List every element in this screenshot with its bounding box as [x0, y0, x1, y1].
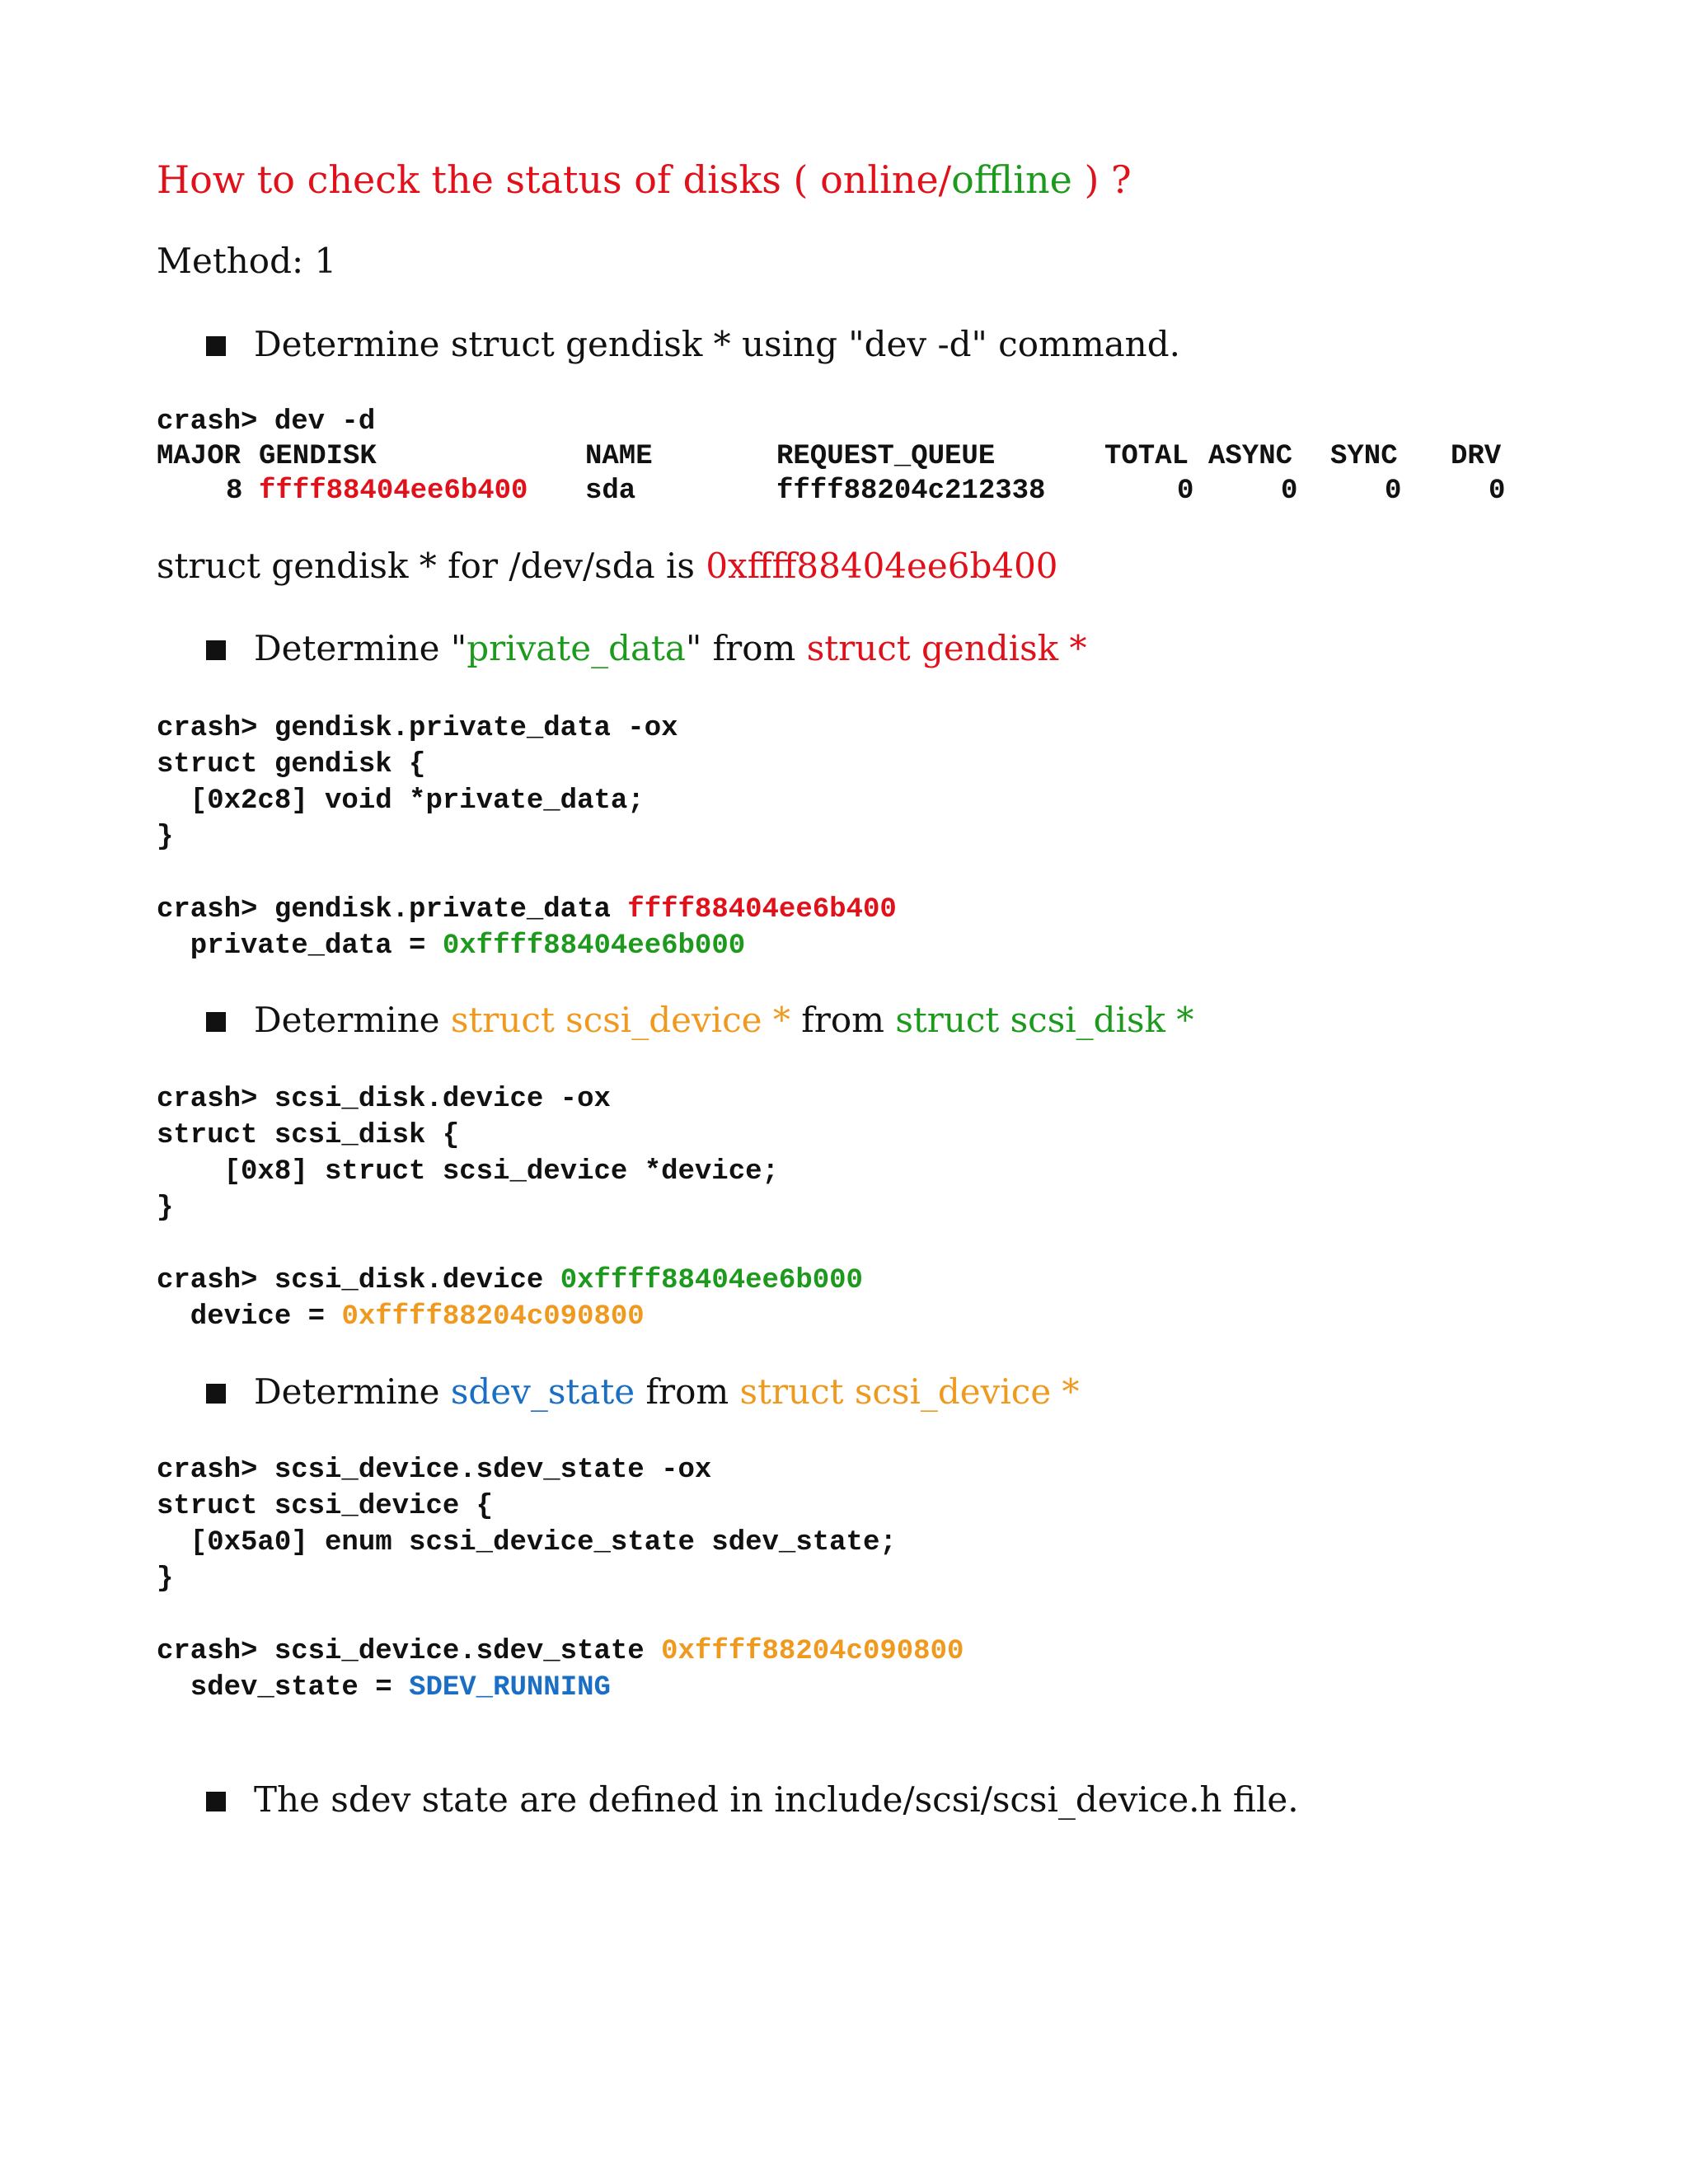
code-line: struct scsi_device { [157, 1491, 494, 1522]
code-line: } [157, 1193, 174, 1224]
header-request-queue: REQUEST_QUEUE [776, 441, 996, 472]
bullet-text-4 [254, 1371, 1080, 1412]
gendisk-sentence-addr: 0xffff88404ee6b400 [706, 546, 1058, 586]
cell-major: 8 [226, 476, 243, 507]
header-name: NAME [585, 441, 653, 472]
code-line: crash> gendisk.private_data -ox [157, 713, 678, 744]
header-sync: SYNC [1330, 441, 1398, 472]
title-text: How to check the status of disks ( online/ [157, 157, 952, 202]
header-total: TOTAL [1104, 441, 1189, 472]
bullet4-field: sdev_state [450, 1371, 635, 1412]
code-line: [0x5a0] enum scsi_device_state sdev_state; [157, 1527, 897, 1558]
cmd-addr: 0xffff88204c090800 [661, 1636, 964, 1667]
header-major: MAJOR [157, 441, 241, 472]
code-line-device-cmd [157, 1263, 863, 1299]
cell-sync: 0 [1385, 476, 1402, 507]
bullet-text-1: Determine struct gendisk * using "dev -d" command. [254, 324, 1180, 364]
gendisk-sentence [157, 546, 1058, 586]
bullet3-pre: Determine [254, 1000, 451, 1040]
code-line: crash> scsi_disk.device -ox [157, 1084, 611, 1115]
cmd-addr: ffff88404ee6b400 [627, 894, 897, 926]
code-line-dev-cmd: crash> dev -d [157, 406, 376, 438]
bullet4-struct: struct scsi_device * [739, 1371, 1080, 1412]
title-end: ) ? [1071, 157, 1132, 202]
code-line-private-data-result [157, 928, 745, 964]
code-line: crash> scsi_device.sdev_state -ox [157, 1455, 712, 1486]
result-addr: 0xffff88204c090800 [341, 1301, 645, 1333]
cell-gendisk: ffff88404ee6b400 [259, 476, 528, 507]
cell-name: sda [585, 476, 636, 507]
bullet3-mid: from [790, 1000, 896, 1040]
bullet-square-icon [206, 1384, 226, 1404]
code-line: [0x2c8] void *private_data; [157, 785, 645, 817]
bullet-square-icon [206, 1012, 226, 1032]
code-line: [0x8] struct scsi_device *device; [157, 1156, 779, 1188]
bullet-text-2 [254, 628, 1087, 668]
cmd-text: crash> scsi_device.sdev_state [157, 1636, 662, 1667]
code-line: } [157, 1563, 174, 1595]
bullet3-target: struct scsi_device * [450, 1000, 790, 1040]
bullet4-mid: from [635, 1371, 740, 1412]
code-line: struct scsi_disk { [157, 1120, 460, 1151]
cell-total: 0 [1177, 476, 1194, 507]
result-text: private_data = [157, 930, 443, 962]
bullet3-source: struct scsi_disk * [895, 1000, 1194, 1040]
dev-table-header [157, 438, 1558, 475]
cell-drv: 0 [1489, 476, 1506, 507]
code-line-sdev-state-result [157, 1670, 611, 1706]
code-line-private-data-cmd [157, 892, 897, 928]
bullet2-mid: " from [685, 628, 807, 668]
header-gendisk: GENDISK [259, 441, 377, 472]
result-text: device = [157, 1301, 342, 1333]
cell-request-queue: ffff88204c212338 [776, 476, 1046, 507]
bullet-text-3 [254, 1000, 1194, 1040]
bullet-text-5: The sdev state are defined in include/scsi/scsi_device.h file. [254, 1779, 1299, 1820]
result-addr: 0xffff88404ee6b000 [442, 930, 746, 962]
cmd-text: crash> scsi_disk.device [157, 1265, 560, 1296]
code-line-sdev-state-cmd [157, 1633, 964, 1670]
bullet-square-icon [206, 640, 226, 660]
result-value: SDEV_RUNNING [409, 1672, 611, 1704]
gendisk-sentence-text: struct gendisk * for /dev/sda is [157, 546, 706, 586]
method-heading: Method: 1 [157, 241, 337, 281]
header-async: ASYNC [1208, 441, 1293, 472]
code-line: struct gendisk { [157, 749, 426, 780]
header-drv: DRV [1451, 441, 1502, 472]
bullet-square-icon [206, 336, 226, 356]
result-text: sdev_state = [157, 1672, 410, 1704]
cell-async: 0 [1281, 476, 1298, 507]
page-title [157, 157, 1132, 202]
cmd-addr: 0xffff88404ee6b000 [560, 1265, 863, 1296]
bullet2-pre: Determine " [254, 628, 467, 668]
title-offline: offline [951, 157, 1072, 202]
bullet2-field: private_data [467, 628, 686, 668]
code-line-device-result [157, 1299, 645, 1335]
bullet4-pre: Determine [254, 1371, 451, 1412]
bullet2-struct: struct gendisk * [806, 628, 1087, 668]
code-line: } [157, 822, 174, 853]
cmd-text: crash> gendisk.private_data [157, 894, 628, 926]
bullet-square-icon [206, 1792, 226, 1811]
dev-table-row [157, 473, 1558, 509]
